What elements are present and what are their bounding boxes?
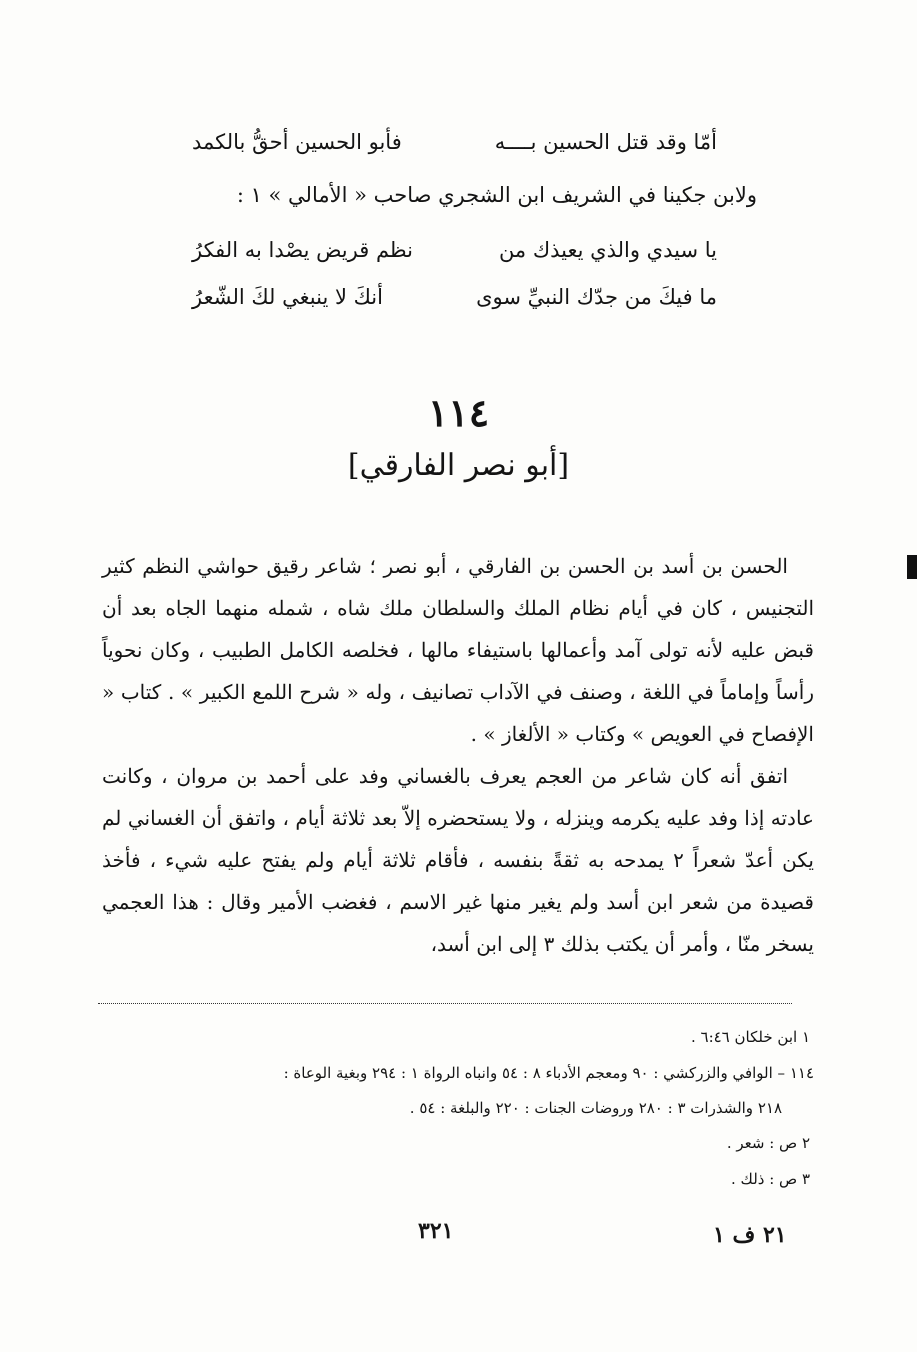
footnote-sources-line-2: ٢١٨ والشذرات ٣ : ٢٨٠ وروضات الجنات : ٢٢٠ والبلغة : ٥٤ . — [409, 1099, 782, 1117]
paragraph-1: الحسن بن أسد بن الحسن بن الفارقي ، أبو نصر ؛ شاعر رقيق حواشي النظم كثير التجنيس ، كان في أيام نظام الملك والسلطان ملك شاه ، شمله منهما الجاه بعد أن قبض عليه لأنه تولى آمد وأعمالها باستيفاء مالها ، فخلصه الكامل الطبيب ، وكان نحوياً رأساً وإماماً في اللغة ، وصنف في الآداب تصانيف ، وله « شرح اللمع الكبير » . كتاب « الإفصاح في العويص » وكتاب « الألغاز » . — [102, 554, 814, 746]
footnote-separator — [98, 1003, 792, 1004]
footnote-2: ٢ ص : شعر . — [726, 1134, 810, 1152]
verse-introduction: ولابن جكينا في الشريف ابن الشجري صاحب « الأمالي » ١ : — [236, 183, 757, 207]
verse-line-1-left-hemistich: فأبو الحسين أحقُّ بالكمد — [192, 130, 402, 154]
page-number: ٣٢١ — [418, 1218, 454, 1244]
printer-signature-mark: ٢١ ف ١ — [713, 1222, 787, 1248]
biography-text — [102, 545, 814, 965]
footnote-3: ٣ ص : ذلك . — [731, 1170, 810, 1188]
verse-line-2-right-hemistich: يا سيدي والذي يعيذك من — [498, 238, 717, 262]
verse-line-3-left-hemistich: أنكَ لا ينبغي لكَ الشّعرُ — [192, 285, 383, 309]
footnote-sources-line-1: ١١٤ – الوافي والزركشي : ٩٠ ومعجم الأدباء ٨ : ٥٤ وانباه الرواة ١ : ٢٩٤ وبغية الوعاة : — [283, 1064, 814, 1082]
paragraph-2: اتفق أنه كان شاعر من العجم يعرف بالغساني وفد على أحمد بن مروان ، وكانت عادته إذا وفد عليه يكرمه وينزله ، ولا يستحضره إلاّ بعد ثلاثة أيام ، واتفق أن الغساني لم يكن أعدّ شعراً ٢ يمدحه به ثقةً بنفسه ، فأقام ثلاثة أيام ولم يفتح عليه شيء ، فأخذ قصيدة من شعر ابن أسد ولم يغير منها غير الاسم ، فغضب الأمير وقال : هذا العجمي يسخر منّا ، وأمر أن يكتب بذلك ٣ إلى ابن أسد، — [102, 764, 814, 956]
verse-line-3-right-hemistich: ما فيكَ من جدّك النبيِّ سوى — [476, 285, 717, 309]
footnote-1: ١ ابن خلكان ٦:٤٦ . — [690, 1028, 810, 1046]
entry-number: ١١٤ — [427, 390, 490, 435]
verse-line-2-left-hemistich: نظم قريض يصْدا به الفكرُ — [192, 238, 414, 262]
verse-line-1-right-hemistich: أمّا وقد قتل الحسين بــــه — [494, 130, 717, 154]
margin-edge-mark — [907, 555, 917, 579]
entry-title: [أبو نصر الفارقي] — [347, 448, 570, 483]
